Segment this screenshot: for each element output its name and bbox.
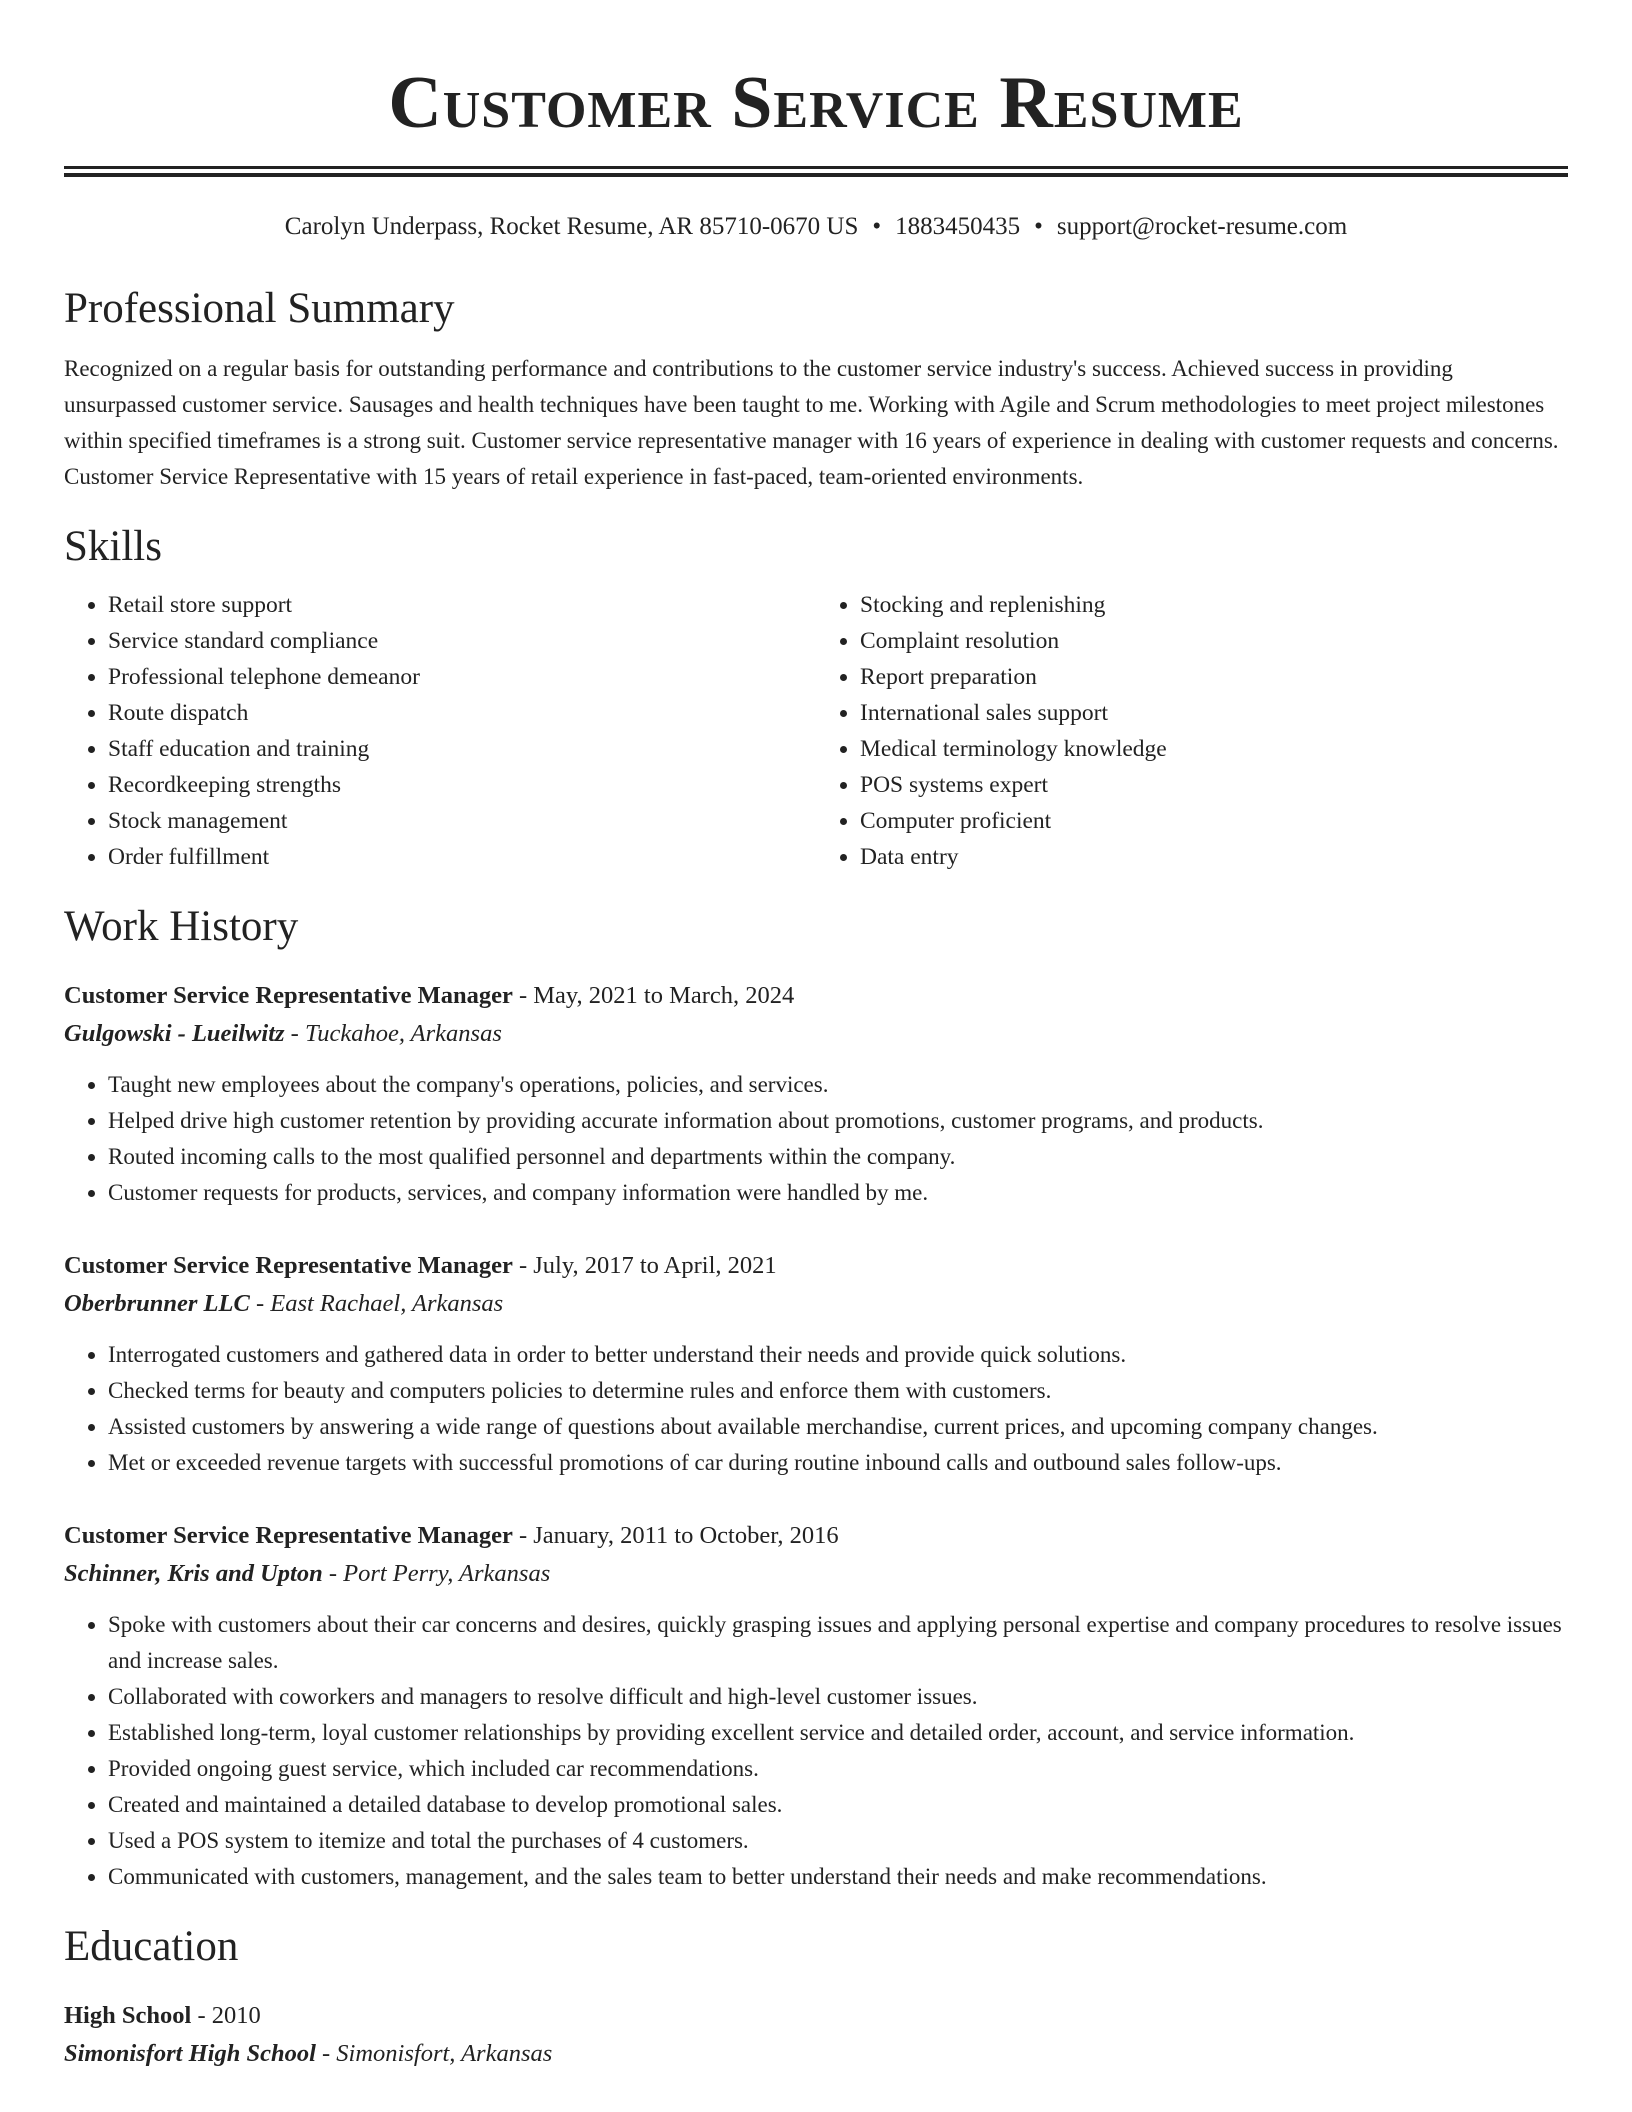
education-school-line: [64, 2035, 1568, 2073]
job-duties: [64, 1067, 1568, 1211]
contact-address: Carolyn Underpass, Rocket Resume, AR 85710-0670 US: [284, 213, 859, 240]
duty-item: • Spoke with customers about their car concerns and desires, quickly grasping issues and applying personal expertise and company procedures to resolve issues and increase sales.: [108, 1607, 1568, 1679]
education-location: - Simonisfort, Arkansas: [315, 2040, 553, 2067]
duty-item: • Created and maintained a detailed database to develop promotional sales.: [108, 1787, 1568, 1823]
skills-list: [64, 587, 1568, 875]
education-heading: Education: [64, 1923, 239, 1970]
skill-item: • International sales support: [860, 695, 1568, 731]
duty-item: • Provided ongoing guest service, which included car recommendations.: [108, 1751, 1568, 1787]
job-company-line: [64, 1285, 1568, 1323]
contact-phone: 1883450435: [895, 213, 1021, 240]
skill-item: • Order fulfillment: [108, 839, 816, 875]
duty-item: • Used a POS system to itemize and total the purchases of 4 customers.: [108, 1823, 1568, 1859]
summary-text: Recognized on a regular basis for outstanding performance and contributions to the customer service industry's success. Achieved success in providing unsurpassed customer service. Sausages and health techniques have been taught to me. Working with Agile and Scrum methodologies to meet project milestones within specified timeframes is a strong suit. Customer service representative manager with 16 years of experience in dealing with customer requests and concerns. Customer Service Representative with 15 years of retail experience in fast-paced, team-oriented environments.: [64, 356, 1559, 489]
contact-separator: •: [872, 213, 882, 240]
job-title: Customer Service Representative Manager: [64, 1252, 513, 1279]
job-company-line: [64, 1015, 1568, 1053]
education-degree-line: [64, 1997, 1568, 2035]
title-double-rule: [64, 166, 1568, 177]
duty-item: • Customer requests for products, services, and company information were handled by me.: [108, 1175, 1568, 1211]
education-degree: High School: [64, 2002, 192, 2029]
job-location: - Port Perry, Arkansas: [322, 1560, 551, 1587]
job-title-line: [64, 977, 1568, 1015]
skill-item: • Computer proficient: [860, 803, 1568, 839]
job-duties: [64, 1607, 1568, 1895]
job-title-line: [64, 1247, 1568, 1285]
education-entry: [64, 1997, 1568, 2073]
job-title: Customer Service Representative Manager: [64, 1522, 513, 1549]
job-title: Customer Service Representative Manager: [64, 982, 513, 1009]
job-company-line: [64, 1555, 1568, 1593]
skills-column-right: [816, 587, 1568, 875]
skill-item: • Retail store support: [108, 587, 816, 623]
job-company: Schinner, Kris and Upton: [64, 1560, 323, 1587]
job-dates: - January, 2011 to October, 2016: [512, 1522, 839, 1549]
skill-item: • Service standard compliance: [108, 623, 816, 659]
duty-item: • Communicated with customers, management, and the sales team to better understand their needs and make recommendations.: [108, 1859, 1568, 1895]
duty-item: • Routed incoming calls to the most qualified personnel and departments within the company.: [108, 1139, 1568, 1175]
skill-item: • Professional telephone demeanor: [108, 659, 816, 695]
skill-item: • Route dispatch: [108, 695, 816, 731]
skill-item: • Recordkeeping strengths: [108, 767, 816, 803]
skills-heading: Skills: [64, 523, 162, 570]
skill-item: • POS systems expert: [860, 767, 1568, 803]
skills-column-left: [64, 587, 816, 875]
summary-heading: Professional Summary: [64, 285, 455, 332]
job-location: - East Rachael, Arkansas: [249, 1290, 504, 1317]
duty-item: • Helped drive high customer retention by providing accurate information about promotions, customer programs, and products.: [108, 1103, 1568, 1139]
contact-separator: •: [1034, 213, 1043, 240]
skill-item: • Data entry: [860, 839, 1568, 875]
job-company: Gulgowski - Lueilwitz: [64, 1020, 285, 1047]
job-dates: - July, 2017 to April, 2021: [512, 1252, 777, 1279]
job-title-line: [64, 1517, 1568, 1555]
duty-item: • Assisted customers by answering a wide range of questions about available merchandise, current prices, and upcoming company changes.: [108, 1409, 1568, 1445]
duty-item: • Met or exceeded revenue targets with successful promotions of car during routine inbound calls and outbound sales follow-ups.: [108, 1445, 1568, 1481]
job-location: - Tuckahoe, Arkansas: [284, 1020, 502, 1047]
job-entry: [64, 1517, 1568, 1895]
skill-item: • Medical terminology knowledge: [860, 731, 1568, 767]
duty-item: • Collaborated with coworkers and managers to resolve difficult and high-level customer issues.: [108, 1679, 1568, 1715]
education-school: Simonisfort High School: [64, 2040, 316, 2067]
duty-item: • Taught new employees about the company's operations, policies, and services.: [108, 1067, 1568, 1103]
skill-item: • Staff education and training: [108, 731, 816, 767]
skill-item: • Stock management: [108, 803, 816, 839]
job-dates: - May, 2021 to March, 2024: [512, 982, 795, 1009]
skill-item: • Stocking and replenishing: [860, 587, 1568, 623]
resume-title: Customer Service Resume: [388, 62, 1244, 144]
contact-email: support@rocket-resume.com: [1056, 213, 1348, 240]
duty-item: • Checked terms for beauty and computers policies to determine rules and enforce them with customers.: [108, 1373, 1568, 1409]
contact-line: [64, 211, 1568, 243]
education-year: - 2010: [191, 2002, 261, 2029]
work-history-heading: Work History: [64, 903, 299, 950]
skill-item: • Complaint resolution: [860, 623, 1568, 659]
job-entry: [64, 977, 1568, 1211]
duty-item: • Established long-term, loyal customer relationships by providing excellent service and detailed order, account, and service information.: [108, 1715, 1568, 1751]
job-duties: [64, 1337, 1568, 1481]
job-entry: [64, 1247, 1568, 1481]
duty-item: • Interrogated customers and gathered data in order to better understand their needs and provide quick solutions.: [108, 1337, 1568, 1373]
skill-item: • Report preparation: [860, 659, 1568, 695]
job-company: Oberbrunner LLC: [64, 1290, 250, 1317]
